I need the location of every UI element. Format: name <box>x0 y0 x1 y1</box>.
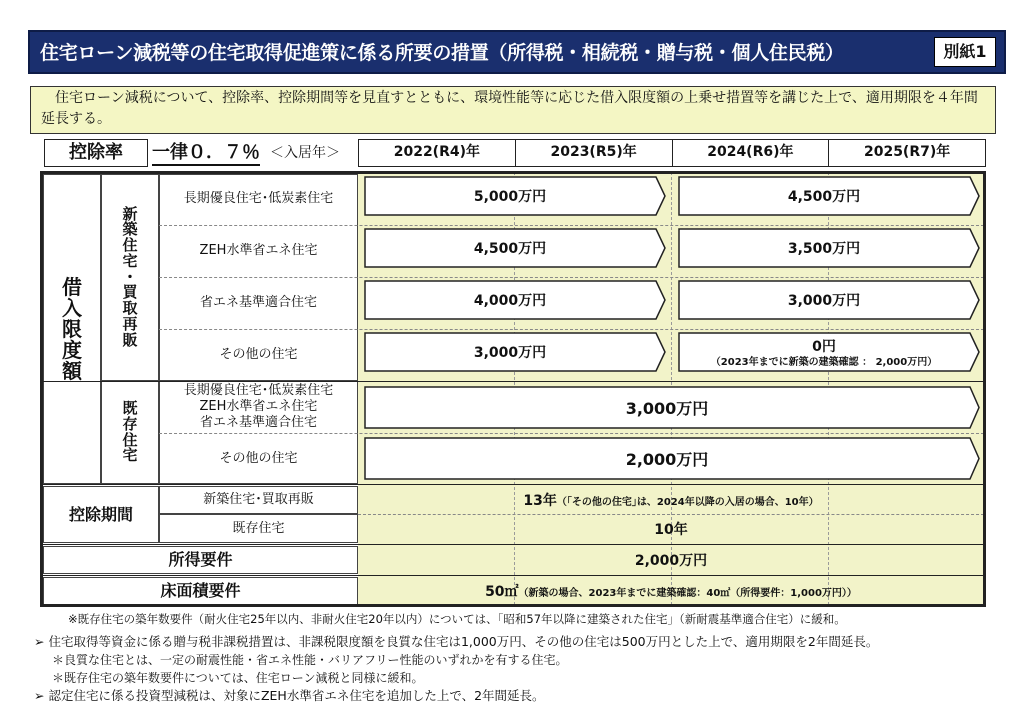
vertical-char: 既 <box>122 399 138 417</box>
floor-area-note: （新築の場合、2023年までに建築確認：40㎡（所得要件：1,000万円）） <box>518 587 857 599</box>
note-existing-relaxed: ＊既存住宅の築年数要件については、住宅ローン減税と同様に緩和。 <box>52 671 424 685</box>
vertical-char: 借 <box>62 274 82 299</box>
note-existing-age: ※既存住宅の築年数要件（耐火住宅25年以内、非耐火住宅20年以内）については、「昭和57年以降に建築された住宅」（新耐震基準適合住宅）に緩和。 <box>68 612 846 626</box>
arrow-main: 0円 <box>812 338 836 355</box>
deduction-rate-value: 一律０．７％ <box>152 140 260 166</box>
row-label: 長期優良住宅･低炭素住宅 <box>183 191 334 206</box>
summary-box <box>30 86 996 134</box>
note-investment-tax <box>34 688 545 704</box>
arrow-main: 3,000万円 <box>473 345 547 361</box>
income-requirement-value: 2,000万円 <box>634 553 708 569</box>
bullet-icon: ➢ <box>34 688 45 703</box>
vertical-char: 住 <box>122 236 138 255</box>
vertical-char: 存 <box>122 414 138 433</box>
year-2024: 2024(R6)年 <box>672 140 829 166</box>
summary-text: 住宅ローン減税について、控除率、控除期間等を見直すとともに、環境性能等に応じた借入限度額の上乗せ措置等を講じた上で、適用期限を４年間延長する。 <box>41 90 978 127</box>
row-label: ZEH水準省エネ住宅 <box>199 243 318 258</box>
period-new-note: （｢その他の住宅｣は、2024年以降の入居の場合、10年） <box>556 496 819 508</box>
arrow-main: 4,500万円 <box>473 241 547 257</box>
note-quality-housing: ＊良質な住宅とは、一定の耐震性能・省エネ性能・バリアフリー性能のいずれかを有する住宅。 <box>52 653 568 667</box>
note-investment-tax-text: 認定住宅に係る投資型減税は、対象にZEH水準省エネ住宅を追加した上で、2年間延長。 <box>48 688 545 703</box>
floor-area-value: 50㎡ <box>485 584 519 600</box>
vertical-char: 取 <box>122 299 138 318</box>
page-title: 住宅ローン減税等の住宅取得促進策に係る所要の措置（所得税・相続税・贈与税・個人住民税） <box>40 42 844 64</box>
arrow-main: 3,000万円 <box>787 293 861 309</box>
vertical-char: 再 <box>122 314 138 333</box>
row-label: 長期優良住宅･低炭素住宅 ZEH水準省エネ住宅 省エネ基準適合住宅 <box>183 383 334 430</box>
year-header <box>358 139 986 167</box>
floor-area-requirement-label: 床面積要件 <box>43 577 358 605</box>
deduction-period-label: 控除期間 <box>43 486 159 543</box>
arrow-main: 4,500万円 <box>787 189 861 205</box>
year-2022: 2022(R4)年 <box>393 144 481 160</box>
vertical-char: 築 <box>122 220 138 239</box>
row-label: その他の住宅 <box>219 451 298 466</box>
table-frame <box>40 171 986 607</box>
vertical-char: 新 <box>122 204 138 223</box>
deduction-rate-label: 控除率 <box>44 139 148 167</box>
arrow-main: 3,500万円 <box>787 241 861 257</box>
period-new-years: 13年 <box>523 493 557 509</box>
row-label: 新築住宅･買取再販 <box>159 486 358 514</box>
arrow-main: 2,000万円 <box>625 450 709 469</box>
note-gift-tax-text: 住宅取得等資金に係る贈与税非課税措置は、非課税限度額を良質な住宅は1,000万円、その他の住宅は500万円とした上で、適用期限を2年間延長。 <box>48 634 879 649</box>
vertical-char: 買 <box>122 283 138 302</box>
period-existing-value: 10年 <box>654 521 688 538</box>
row-label: 既存住宅 <box>159 514 358 543</box>
vertical-char: 住 <box>122 430 138 449</box>
year-2025: 2025(R7)年 <box>828 140 985 166</box>
vertical-char: ・ <box>122 267 138 286</box>
arrow-main: 4,000万円 <box>473 293 547 309</box>
row-label: 省エネ基準適合住宅 <box>199 295 317 310</box>
bullet-icon: ➢ <box>34 634 45 649</box>
arrow-note: （2023年までに新築の建築確認 ： 2,000万円） <box>710 356 938 368</box>
income-requirement-label: 所得要件 <box>43 546 358 574</box>
vertical-char: 限 <box>62 316 82 341</box>
vertical-char: 販 <box>122 330 138 349</box>
vertical-char: 宅 <box>122 446 138 465</box>
row-label: その他の住宅 <box>219 347 298 362</box>
vertical-char: 宅 <box>122 251 138 270</box>
vertical-char: 度 <box>62 337 82 362</box>
note-gift-tax <box>34 634 878 650</box>
attachment-badge: 別紙1 <box>934 37 996 67</box>
arrow-main: 5,000万円 <box>473 189 547 205</box>
entry-year-label: ＜入居年＞ <box>270 145 340 161</box>
vertical-char: 額 <box>62 358 82 383</box>
arrow-main: 3,000万円 <box>625 399 709 418</box>
year-2023: 2023(R5)年 <box>515 140 672 166</box>
vertical-char: 入 <box>62 295 82 320</box>
